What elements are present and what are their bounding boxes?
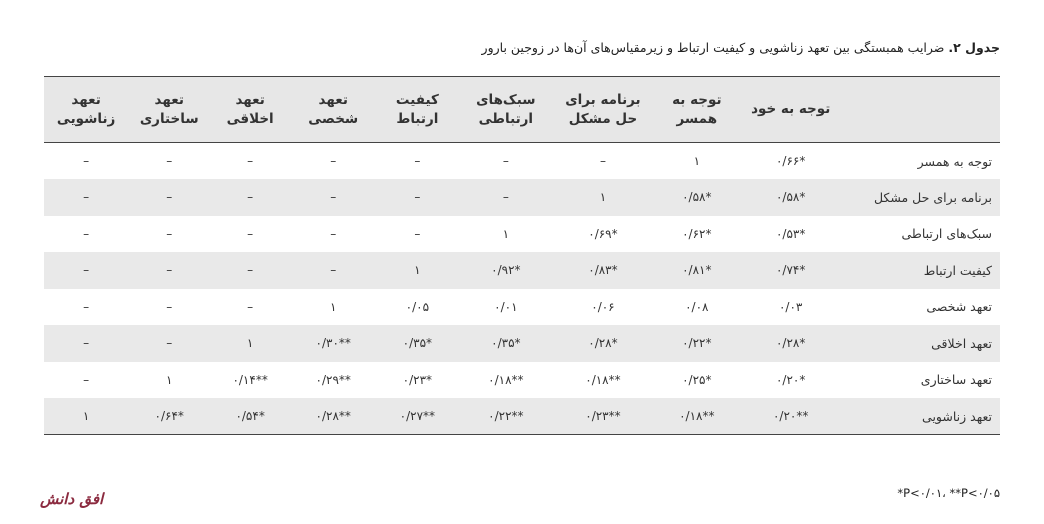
table-row: [44, 289, 1000, 326]
column-header-line1: برنامه برای: [565, 91, 641, 108]
row-label: سبک‌های ارتباطی: [901, 226, 992, 242]
column-header-line1: کیفیت: [395, 91, 439, 108]
table-cell: ۰/۲۳**: [585, 409, 621, 423]
caption-text: ضرایب همبستگی بین تعهد زناشویی و کیفیت ارتباط و زیرمقیاس‌های آن‌ها در زوجین بارور: [481, 40, 945, 55]
table-cell: ۰/۵۸*: [682, 190, 712, 205]
table-cell: –: [330, 190, 337, 205]
table-cell: –: [83, 336, 90, 351]
table-cell: –: [166, 154, 173, 168]
publisher-logo: افق دانش: [40, 490, 104, 508]
column-header: [653, 77, 741, 143]
table-cell: ۱: [246, 336, 254, 351]
column-header-line2: همسر: [676, 110, 718, 127]
table-cell: ۰/۲۸**: [315, 409, 351, 423]
table-cell: –: [83, 190, 90, 205]
table-cell: –: [166, 226, 173, 241]
table-cell: ۰/۵۴*: [235, 409, 265, 423]
table-cell: ۰/۰۳: [778, 299, 803, 314]
table-cell: ۰/۲۸*: [775, 336, 806, 351]
table-cell: –: [83, 299, 90, 314]
table-cell: ۰/۲۲*: [682, 336, 712, 351]
table-cell: ۰/۲۹**: [315, 372, 351, 387]
table-cell: ۰/۲۷**: [399, 409, 436, 423]
column-header-line2: حل مشکل: [568, 110, 638, 127]
table-cell: ۰/۸۱*: [682, 263, 712, 278]
table-cell: –: [502, 154, 509, 168]
table-cell: ۰/۶۶*: [775, 154, 806, 168]
table-row: [44, 143, 1000, 180]
table-cell: ۰/۳۰**: [315, 336, 351, 351]
column-header: [741, 77, 840, 143]
table-cell: –: [83, 372, 90, 387]
table-cell: –: [599, 154, 606, 168]
table-cell: ۱: [599, 190, 607, 205]
table-cell: –: [414, 226, 421, 241]
table-cell: ۰/۶۲*: [682, 226, 712, 241]
row-label: تعهد ساختاری: [920, 372, 992, 388]
table-cell: –: [414, 190, 421, 205]
column-header-line1: تعهد: [318, 91, 348, 108]
table-cell: ۰/۹۲*: [491, 263, 521, 278]
column-header-line2: شخصی: [308, 110, 359, 127]
row-label: تعهد زناشویی: [922, 408, 992, 424]
column-header-line1: توجه به: [672, 91, 722, 108]
table-cell: ۰/۲۵*: [682, 372, 712, 387]
caption-label: جدول ۲.: [948, 40, 1000, 55]
column-header-line1: تعهد: [235, 91, 265, 108]
column-header-line1: توجه به خود: [751, 101, 831, 117]
table-cell: ۰/۶۴*: [154, 409, 184, 423]
column-header: [840, 77, 1000, 143]
table-row: [44, 362, 1000, 399]
table-cell: ۰/۱۸**: [679, 409, 715, 423]
column-header: [210, 77, 290, 143]
table-cell: ۰/۲۳*: [402, 372, 433, 387]
column-header-line2: ارتباطی: [478, 110, 534, 127]
column-header: [458, 77, 553, 143]
row-label: تعهد شخصی: [926, 299, 992, 315]
table-cell: ۱: [414, 263, 421, 278]
table-cell: –: [247, 299, 254, 314]
table-cell: –: [166, 190, 173, 205]
row-label: توجه به همسر: [917, 153, 992, 169]
table-cell: ۰/۸۳*: [588, 263, 618, 278]
table-cell: –: [502, 190, 509, 205]
table-cell: ۰/۷۴*: [775, 263, 806, 278]
table-cell: ۰/۰۵: [405, 299, 430, 314]
table-cell: –: [83, 226, 90, 241]
table-cell: ۱: [502, 226, 510, 241]
table-body: [44, 143, 1000, 435]
table-cell: –: [247, 154, 254, 168]
column-header-line2: ارتباط: [396, 110, 439, 127]
column-header: [44, 77, 128, 143]
table-row: [44, 179, 1000, 216]
column-header-line1: تعهد: [154, 91, 184, 108]
table-cell: ۰/۳۵*: [402, 336, 433, 351]
column-header: [553, 77, 652, 143]
table-cell: –: [166, 299, 173, 314]
row-label: تعهد اخلاقی: [931, 335, 992, 351]
table-cell: ۰/۳۵*: [491, 336, 521, 351]
table-cell: ۰/۲۰**: [772, 409, 809, 423]
table-cell: ۰/۵۳*: [775, 226, 806, 241]
table-cell: –: [247, 226, 254, 241]
column-header: [376, 77, 458, 143]
column-header: [128, 77, 210, 143]
table-cell: –: [166, 336, 173, 351]
column-header-line1: سبک‌های: [476, 91, 536, 108]
row-label: برنامه برای حل مشکل: [873, 189, 992, 205]
significance-note: *P<۰/۰۱، **P<۰/۰۵: [897, 486, 1000, 500]
table-cell: ۰/۲۰*: [775, 372, 806, 387]
column-header-line2: زناشویی: [56, 110, 116, 127]
table-cell: –: [83, 154, 90, 168]
table-cell: ۱: [329, 299, 337, 314]
table-cell: ۰/۱۸**: [488, 372, 524, 387]
table-cell: ۰/۱۴**: [232, 372, 268, 387]
table-cell: ۱: [82, 409, 90, 423]
table-cell: –: [330, 154, 337, 168]
table-cell: –: [330, 226, 337, 241]
table-cell: ۰/۲۲**: [488, 409, 524, 423]
table-cell: –: [247, 190, 254, 205]
column-header-line2: اخلاقی: [226, 110, 274, 127]
table-row: [44, 398, 1000, 435]
table-cell: ۰/۰۶: [591, 299, 615, 314]
table-cell: ۰/۵۸*: [775, 190, 806, 205]
table-header-row: [44, 77, 1000, 143]
table-row: [44, 325, 1000, 362]
table-cell: ۰/۰۸: [685, 299, 709, 314]
table-cell: ۰/۰۱: [494, 299, 518, 314]
column-header-line2: ساختاری: [139, 110, 199, 127]
correlation-table: [44, 76, 1000, 435]
table-row: [44, 252, 1000, 289]
table-cell: ۱: [165, 372, 173, 387]
table-cell: ۰/۶۹*: [588, 226, 618, 241]
table-caption: [482, 40, 1000, 55]
table-cell: ۰/۲۸*: [588, 336, 618, 351]
column-header-line1: تعهد: [71, 91, 101, 108]
table-cell: ۰/۱۸**: [585, 372, 621, 387]
table-cell: –: [247, 263, 254, 278]
table-cell: –: [83, 263, 90, 278]
table-cell: ۱: [693, 154, 701, 168]
table-cell: –: [414, 154, 421, 168]
column-header: [290, 77, 376, 143]
table-cell: –: [330, 263, 337, 278]
table-row: [44, 216, 1000, 253]
table-cell: –: [166, 263, 173, 278]
row-label: کیفیت ارتباط: [923, 262, 992, 278]
